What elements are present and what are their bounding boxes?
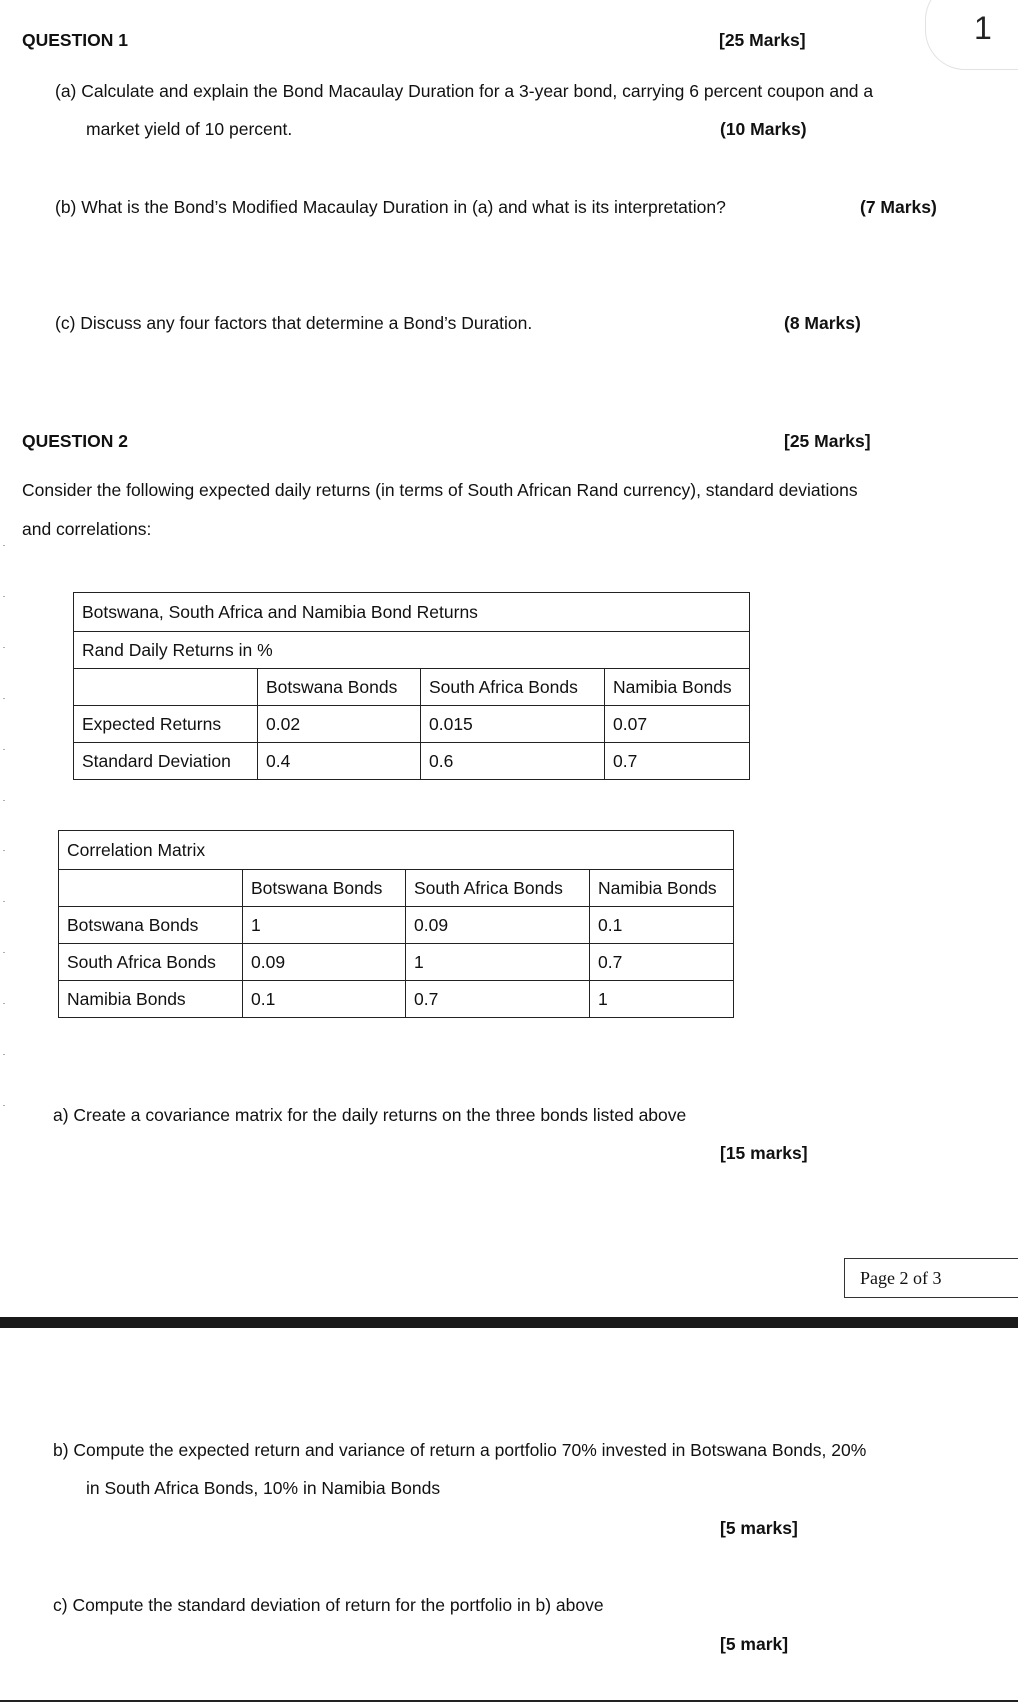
table-row — [59, 981, 734, 1018]
table-row — [74, 743, 750, 780]
table-cell: 1 — [406, 944, 590, 981]
table-cell: 0.015 — [421, 706, 605, 743]
column-header: South Africa Bonds — [406, 870, 590, 907]
question-1-marks: [25 Marks] — [719, 30, 806, 50]
bottom-rule — [0, 1700, 1018, 1702]
q1-part-b-marks: (7 Marks) — [860, 197, 937, 217]
table-row — [59, 831, 734, 870]
column-header — [74, 669, 258, 706]
table-cell: 0.02 — [258, 706, 421, 743]
page-label-box: Page 2 of 3 — [844, 1258, 1018, 1298]
column-header: Namibia Bonds — [605, 669, 750, 706]
table-cell: 1 — [590, 981, 734, 1018]
table-row — [59, 907, 734, 944]
table-cell: 0.7 — [590, 944, 734, 981]
correlation-table-title: Correlation Matrix — [59, 831, 734, 870]
q2-part-c-marks: [5 mark] — [720, 1634, 789, 1654]
table-cell: 0.7 — [605, 743, 750, 780]
q2-intro-line2: and correlations: — [22, 519, 152, 539]
column-header: Botswana Bonds — [243, 870, 406, 907]
table-row — [74, 706, 750, 743]
question-2-marks: [25 Marks] — [784, 431, 871, 451]
row-label: Expected Returns — [74, 706, 258, 743]
q1-part-c-marks: (8 Marks) — [784, 313, 861, 333]
q2-part-a-marks: [15 marks] — [720, 1143, 808, 1163]
page-number: 1 — [974, 10, 992, 46]
table-cell: 0.09 — [406, 907, 590, 944]
q2-part-a-text: a) Create a covariance matrix for the daily returns on the three bonds listed above — [53, 1105, 687, 1125]
row-label: Botswana Bonds — [59, 907, 243, 944]
table-cell: 0.09 — [243, 944, 406, 981]
page-corner-tab — [925, 0, 1018, 70]
q1-part-a-marks: (10 Marks) — [720, 119, 807, 139]
question-1-heading: QUESTION 1 — [22, 30, 128, 50]
q1-part-a-line2: market yield of 10 percent. — [86, 119, 293, 139]
returns-table — [73, 592, 750, 780]
returns-table-title: Botswana, South Africa and Namibia Bond Returns — [74, 593, 750, 632]
column-header: Namibia Bonds — [590, 870, 734, 907]
q2-part-c-text: c) Compute the standard deviation of return for the portfolio in b) above — [53, 1595, 604, 1615]
column-header — [59, 870, 243, 907]
q1-part-a-line1: (a) Calculate and explain the Bond Macaulay Duration for a 3-year bond, carrying 6 percent coupon and a — [55, 81, 874, 101]
q2-part-b-line2: in South Africa Bonds, 10% in Namibia Bonds — [86, 1478, 441, 1498]
table-cell: 0.07 — [605, 706, 750, 743]
row-label: Standard Deviation — [74, 743, 258, 780]
margin-stamp-marks: · · · · · · · · · · · · — [2, 540, 6, 1110]
table-cell: 0.1 — [590, 907, 734, 944]
table-cell: 1 — [243, 907, 406, 944]
table-row — [74, 593, 750, 632]
table-cell: 0.6 — [421, 743, 605, 780]
correlation-table — [58, 830, 734, 1018]
page-divider — [0, 1317, 1018, 1328]
table-cell: 0.7 — [406, 981, 590, 1018]
table-header-row — [74, 669, 750, 706]
question-2-heading: QUESTION 2 — [22, 431, 128, 451]
table-row — [74, 632, 750, 669]
column-header: Botswana Bonds — [258, 669, 421, 706]
row-label: South Africa Bonds — [59, 944, 243, 981]
table-row — [59, 944, 734, 981]
q2-intro-line1: Consider the following expected daily returns (in terms of South African Rand currency), standard deviations — [22, 480, 858, 500]
q2-part-b-line1: b) Compute the expected return and variance of return a portfolio 70% invested in Botswana Bonds, 20% — [53, 1440, 867, 1460]
returns-table-subtitle: Rand Daily Returns in % — [74, 632, 750, 669]
q2-part-b-marks: [5 marks] — [720, 1518, 798, 1538]
table-header-row — [59, 870, 734, 907]
q1-part-b-text: (b) What is the Bond’s Modified Macaulay Duration in (a) and what is its interpretation? — [55, 197, 726, 217]
q1-part-c-text: (c) Discuss any four factors that determine a Bond’s Duration. — [55, 313, 533, 333]
column-header: South Africa Bonds — [421, 669, 605, 706]
table-cell: 0.1 — [243, 981, 406, 1018]
row-label: Namibia Bonds — [59, 981, 243, 1018]
table-cell: 0.4 — [258, 743, 421, 780]
